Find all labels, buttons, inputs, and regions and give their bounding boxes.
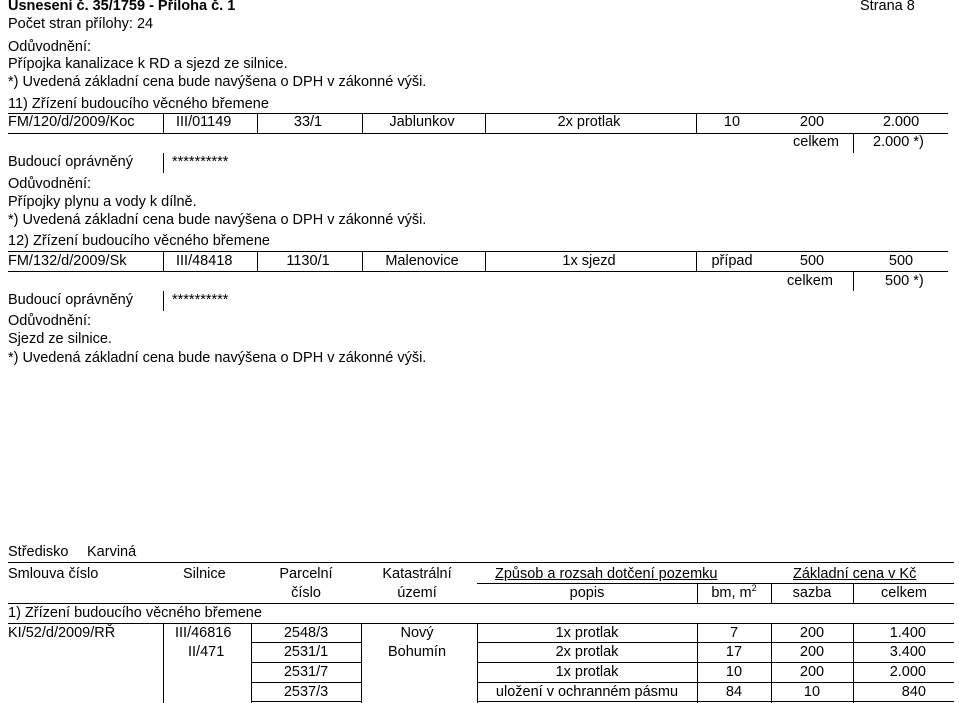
table-row-rate: 200 xyxy=(799,644,825,660)
karvina-easement-heading: 1) Zřízení budoucího věcného břemene xyxy=(8,605,262,621)
reason-text: Sjezd ze silnice. xyxy=(8,331,112,347)
road-number: III/46816 xyxy=(175,625,232,641)
table-row-desc: 2x protlak xyxy=(555,644,619,660)
cell-divider xyxy=(361,623,362,703)
total-value: 2.000 *) xyxy=(873,134,924,150)
cell-divider xyxy=(163,251,164,271)
vat-note: *) Uvedená základní cena bude navýšena o DPH v zákonné výši. xyxy=(8,350,427,366)
method-qty: případ xyxy=(711,253,753,269)
row-border xyxy=(477,682,954,683)
center-label: Středisko xyxy=(8,544,69,560)
col-area-header: Katastrální xyxy=(382,566,452,582)
col-road-header: Silnice xyxy=(183,566,226,582)
table-row-qty: 84 xyxy=(725,684,743,700)
col-method-header: Způsob a rozsah dotčení pozemku xyxy=(495,566,718,582)
table-row-total: 3.400 xyxy=(889,644,926,660)
row-border xyxy=(477,642,954,643)
table-row-desc: uložení v ochranném pásmu xyxy=(495,684,679,700)
vat-note: *) Uvedená základní cena bude navýšena o DPH v zákonné výši. xyxy=(8,74,427,90)
price-total: 2.000 xyxy=(882,114,920,130)
sub-rate-header: sazba xyxy=(792,585,832,601)
road-number: III/48418 xyxy=(176,253,233,269)
table-row-desc: 1x protlak xyxy=(555,664,619,680)
header-bottom-border xyxy=(8,603,954,604)
col-parcel-header: Parcelní xyxy=(279,566,333,582)
reason-text: Přípojky plynu a vody k dílně. xyxy=(8,194,197,210)
document-title: Usnesení č. 35/1759 - Příloha č. 1 xyxy=(8,0,236,14)
cell-divider xyxy=(853,271,854,291)
easement-heading: 12) Zřízení budoucího věcného břemene xyxy=(8,233,270,249)
col-contract-header: Smlouva číslo xyxy=(8,566,99,582)
center-name: Karviná xyxy=(87,544,137,560)
cell-divider xyxy=(853,623,854,703)
beneficiary-value: ********** xyxy=(172,292,229,308)
vat-note: *) Uvedená základní cena bude navýšena o DPH v zákonné výši. xyxy=(8,212,427,228)
method-desc: 2x protlak xyxy=(557,114,621,130)
method-qty: 10 xyxy=(723,114,741,130)
parcel-number: 33/1 xyxy=(293,114,323,130)
row-border xyxy=(251,701,361,702)
table-row-desc: 1x protlak xyxy=(555,625,619,641)
cell-divider xyxy=(771,623,772,703)
beneficiary-label: Budoucí oprávněný xyxy=(8,292,133,308)
row-top-border xyxy=(8,623,954,624)
rate: 200 xyxy=(799,114,825,130)
contract-number: FM/120/d/2009/Koc xyxy=(8,114,135,130)
total-value: 500 *) xyxy=(885,273,924,289)
price-total: 500 xyxy=(888,253,914,269)
easement-heading: 11) Zřízení budoucího věcného břemene xyxy=(8,96,269,112)
table-row-qty: 17 xyxy=(725,644,743,660)
row-border xyxy=(251,682,361,683)
cadastral-area-2: Bohumín xyxy=(387,644,447,660)
row-border xyxy=(251,642,361,643)
beneficiary-value: ********** xyxy=(172,154,229,170)
table-row-rate: 200 xyxy=(799,664,825,680)
cell-divider xyxy=(477,623,478,703)
contract-number: KI/52/d/2009/RŘ xyxy=(8,625,116,641)
total-label: celkem xyxy=(787,273,833,289)
table-row-total: 2.000 xyxy=(889,664,926,680)
table-row-qty: 10 xyxy=(725,664,743,680)
table-row-parcel: 2548/3 xyxy=(283,625,329,641)
col-price-header: Základní cena v Kč xyxy=(793,566,917,582)
subheader-top-border xyxy=(477,583,954,584)
row-bottom-border xyxy=(8,271,948,272)
table-row-parcel: 2537/3 xyxy=(283,684,329,700)
beneficiary-label: Budoucí oprávněný xyxy=(8,154,133,170)
reason-label: Odůvodnění: xyxy=(8,313,92,329)
cell-divider xyxy=(163,623,164,703)
reason-label: Odůvodnění: xyxy=(8,39,92,55)
table-row-parcel: 2531/1 xyxy=(283,644,329,660)
cadastral-area: Malenovice xyxy=(385,253,459,269)
cadastral-area: Nový xyxy=(400,625,434,641)
row-top-border xyxy=(8,251,948,252)
method-desc: 1x sjezd xyxy=(562,253,616,269)
cell-divider xyxy=(853,133,854,153)
cell-divider xyxy=(163,113,164,133)
col-parcel-header-2: číslo xyxy=(291,585,321,601)
road-number: III/01149 xyxy=(176,114,232,130)
contract-number: FM/132/d/2009/Sk xyxy=(8,253,127,269)
table-row-total: 1.400 xyxy=(889,625,926,641)
table-row-parcel: 2531/7 xyxy=(283,664,329,680)
cell-divider xyxy=(163,291,164,311)
cadastral-area: Jablunkov xyxy=(389,114,455,130)
attachment-page-count: Počet stran přílohy: 24 xyxy=(8,16,154,32)
col-area-header-2: území xyxy=(397,585,437,601)
reason-label: Odůvodnění: xyxy=(8,176,92,192)
table-row-qty: 7 xyxy=(729,625,739,641)
page-number: Strana 8 xyxy=(860,0,915,14)
table-row-rate: 200 xyxy=(799,625,825,641)
table-row-rate: 10 xyxy=(803,684,821,700)
road-number: II/471 xyxy=(188,644,225,660)
rate: 500 xyxy=(799,253,825,269)
sub-total-header: celkem xyxy=(881,585,927,601)
table-top-border xyxy=(8,562,954,563)
row-border xyxy=(477,701,954,702)
sub-desc-header: popis xyxy=(569,585,605,601)
sub-unit-header: bm, $m^2$ xyxy=(711,583,757,601)
table-row-total: 840 xyxy=(901,684,926,700)
row-border xyxy=(251,662,361,663)
total-label: celkem xyxy=(793,134,839,150)
row-border xyxy=(477,662,954,663)
cell-divider xyxy=(697,623,698,703)
parcel-number: 1130/1 xyxy=(286,253,330,269)
reason-text: Přípojka kanalizace k RD a sjezd ze silnice. xyxy=(8,56,288,72)
cell-divider xyxy=(163,153,164,173)
cell-divider xyxy=(251,623,252,703)
